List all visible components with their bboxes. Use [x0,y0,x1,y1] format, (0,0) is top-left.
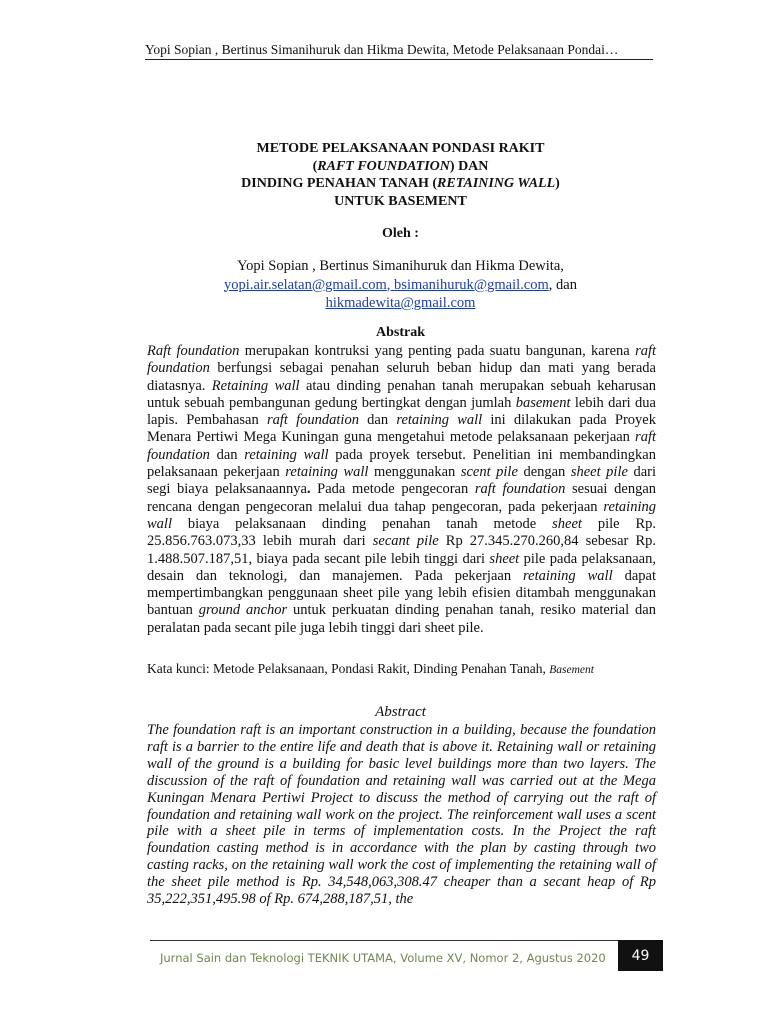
author-emails-line [145,276,656,295]
email-link-bsimanihuruk[interactable]: bsimanihuruk@gmail.com [394,276,549,293]
by-label: Oleh : [382,226,419,241]
email-link-yopi[interactable]: yopi.air.selatan@gmail.com [224,276,387,293]
abstract-paragraph: The foundation raft is an important construction in a building, because the foundation raft is a barrier to the entire life and death that is above it. Retaining wall or retaining wall of the ground is a building for basic level buildings more than two layers. The discussion of the raft of foundation and retaining wall was carried out at the Mega Kuningan Menara Pertiwi Project to discuss the method of carrying out the raft of foundation and retaining wall work on the project. The reinforcement wall uses a scent pile with a sheet pile in terms of implementation costs. In the Project the raft foundation casting method is in accordance with the plan by casting through two casting racks, on the retaining wall work the cost of implementing the retaining wall of the sheet pile method is Rp. 34,548,063,308.47 cheaper than a secant heap of Rp 35,222,351,495.98 of Rp. 674,288,187,51, the [147,722,656,908]
author-names: Yopi Sopian , Bertinus Simanihuruk dan Hikma Dewita, [237,258,564,274]
keywords [147,661,656,677]
footer-journal: Jurnal Sain dan Teknologi TEKNIK UTAMA, Volume XV, Nomor 2, Agustus 2020 [160,951,606,965]
email-link-hikma[interactable]: hikmadewita@gmail.com [325,295,476,311]
title-paren-close: ) [555,176,560,191]
title-line-4: UNTUK BASEMENT [334,193,467,209]
abstract-body [147,722,656,908]
title-line-2 [145,158,656,176]
title-line-3 [145,175,656,193]
running-head-rule [145,59,653,60]
authors-block [145,257,656,313]
title-line-1: METODE PELAKSANAAN PONDASI RAKIT [256,141,545,156]
abstrak-body [147,343,656,637]
footer-rule [150,940,618,941]
title-paren: ( [312,158,318,174]
title-dan: ) DAN [449,158,489,174]
running-head: Yopi Sopian , Bertinus Simanihuruk dan Hikma Dewita, Metode Pelaksanaan Pondai… [145,42,619,57]
keywords-text: Kata kunci: Metode Pelaksanaan, Pondasi Rakit, Dinding Penahan Tanah, [147,661,550,676]
title-dinding: DINDING PENAHAN TANAH ( [241,176,438,191]
title-italic-raft: RAFT FOUNDATION [317,158,450,174]
page-number: 49 [618,940,663,971]
abstrak-heading: Abstrak [375,325,425,340]
abstract-heading: Abstract [375,704,426,720]
keywords-basement: Basement [549,664,594,676]
paper-title [145,140,656,210]
title-italic-retaining: RETAINING WALL [437,176,556,191]
email-sep: , [386,276,395,293]
author-email-line-2 [145,294,656,313]
email-dan: , dan [548,276,577,293]
abstrak-paragraph: Raft foundation merupakan kontruksi yang penting pada suatu bangunan, karena raft foundation berfungsi sebagai penahan seluruh beban hidup dan mati yang berada diatasnya. Retaining wall atau dinding penahan tanah merupakan sebuah keharusan untuk sebuah pembangunan gedung bertingkat dengan jumlah basement lebih dari dua lapis. Pembahasan raft foundation dan retaining wall ini dilakukan pada Proyek Menara Pertiwi Mega Kuningan guna mengetahui metode pelaksanaan pekerjaan raft foundation dan retaining wall pada proyek tersebut. Penelitian ini membandingkan pelaksanaan pekerjaan retaining wall menggunakan scent pile dengan sheet pile dari segi biaya pelaksanaannya. Pada metode pengecoran raft foundation sesuai dengan rencana dengan pengecoran melalui dua tahap pengecoran, pada pekerjaan retaining wall biaya pelaksanaan dinding penahan tanah metode sheet pile Rp. 25.856.763.073,33 lebih murah dari secant pile Rp 27.345.270.260,84 sebesar Rp. 1.488.507.187,51, biaya pada secant pile lebih tinggi dari sheet pile pada pelaksanaan, desain dan teknologi, dan manajemen. Pada pekerjaan retaining wall dapat mempertimbangkan penggunaan sheet pile yang lebih efisien ditambah menggunakan bantuan ground anchor untuk perkuatan dinding penahan tanah, resiko material dan peralatan pada secant pile juga lebih tinggi dari sheet pile. [147,343,657,636]
